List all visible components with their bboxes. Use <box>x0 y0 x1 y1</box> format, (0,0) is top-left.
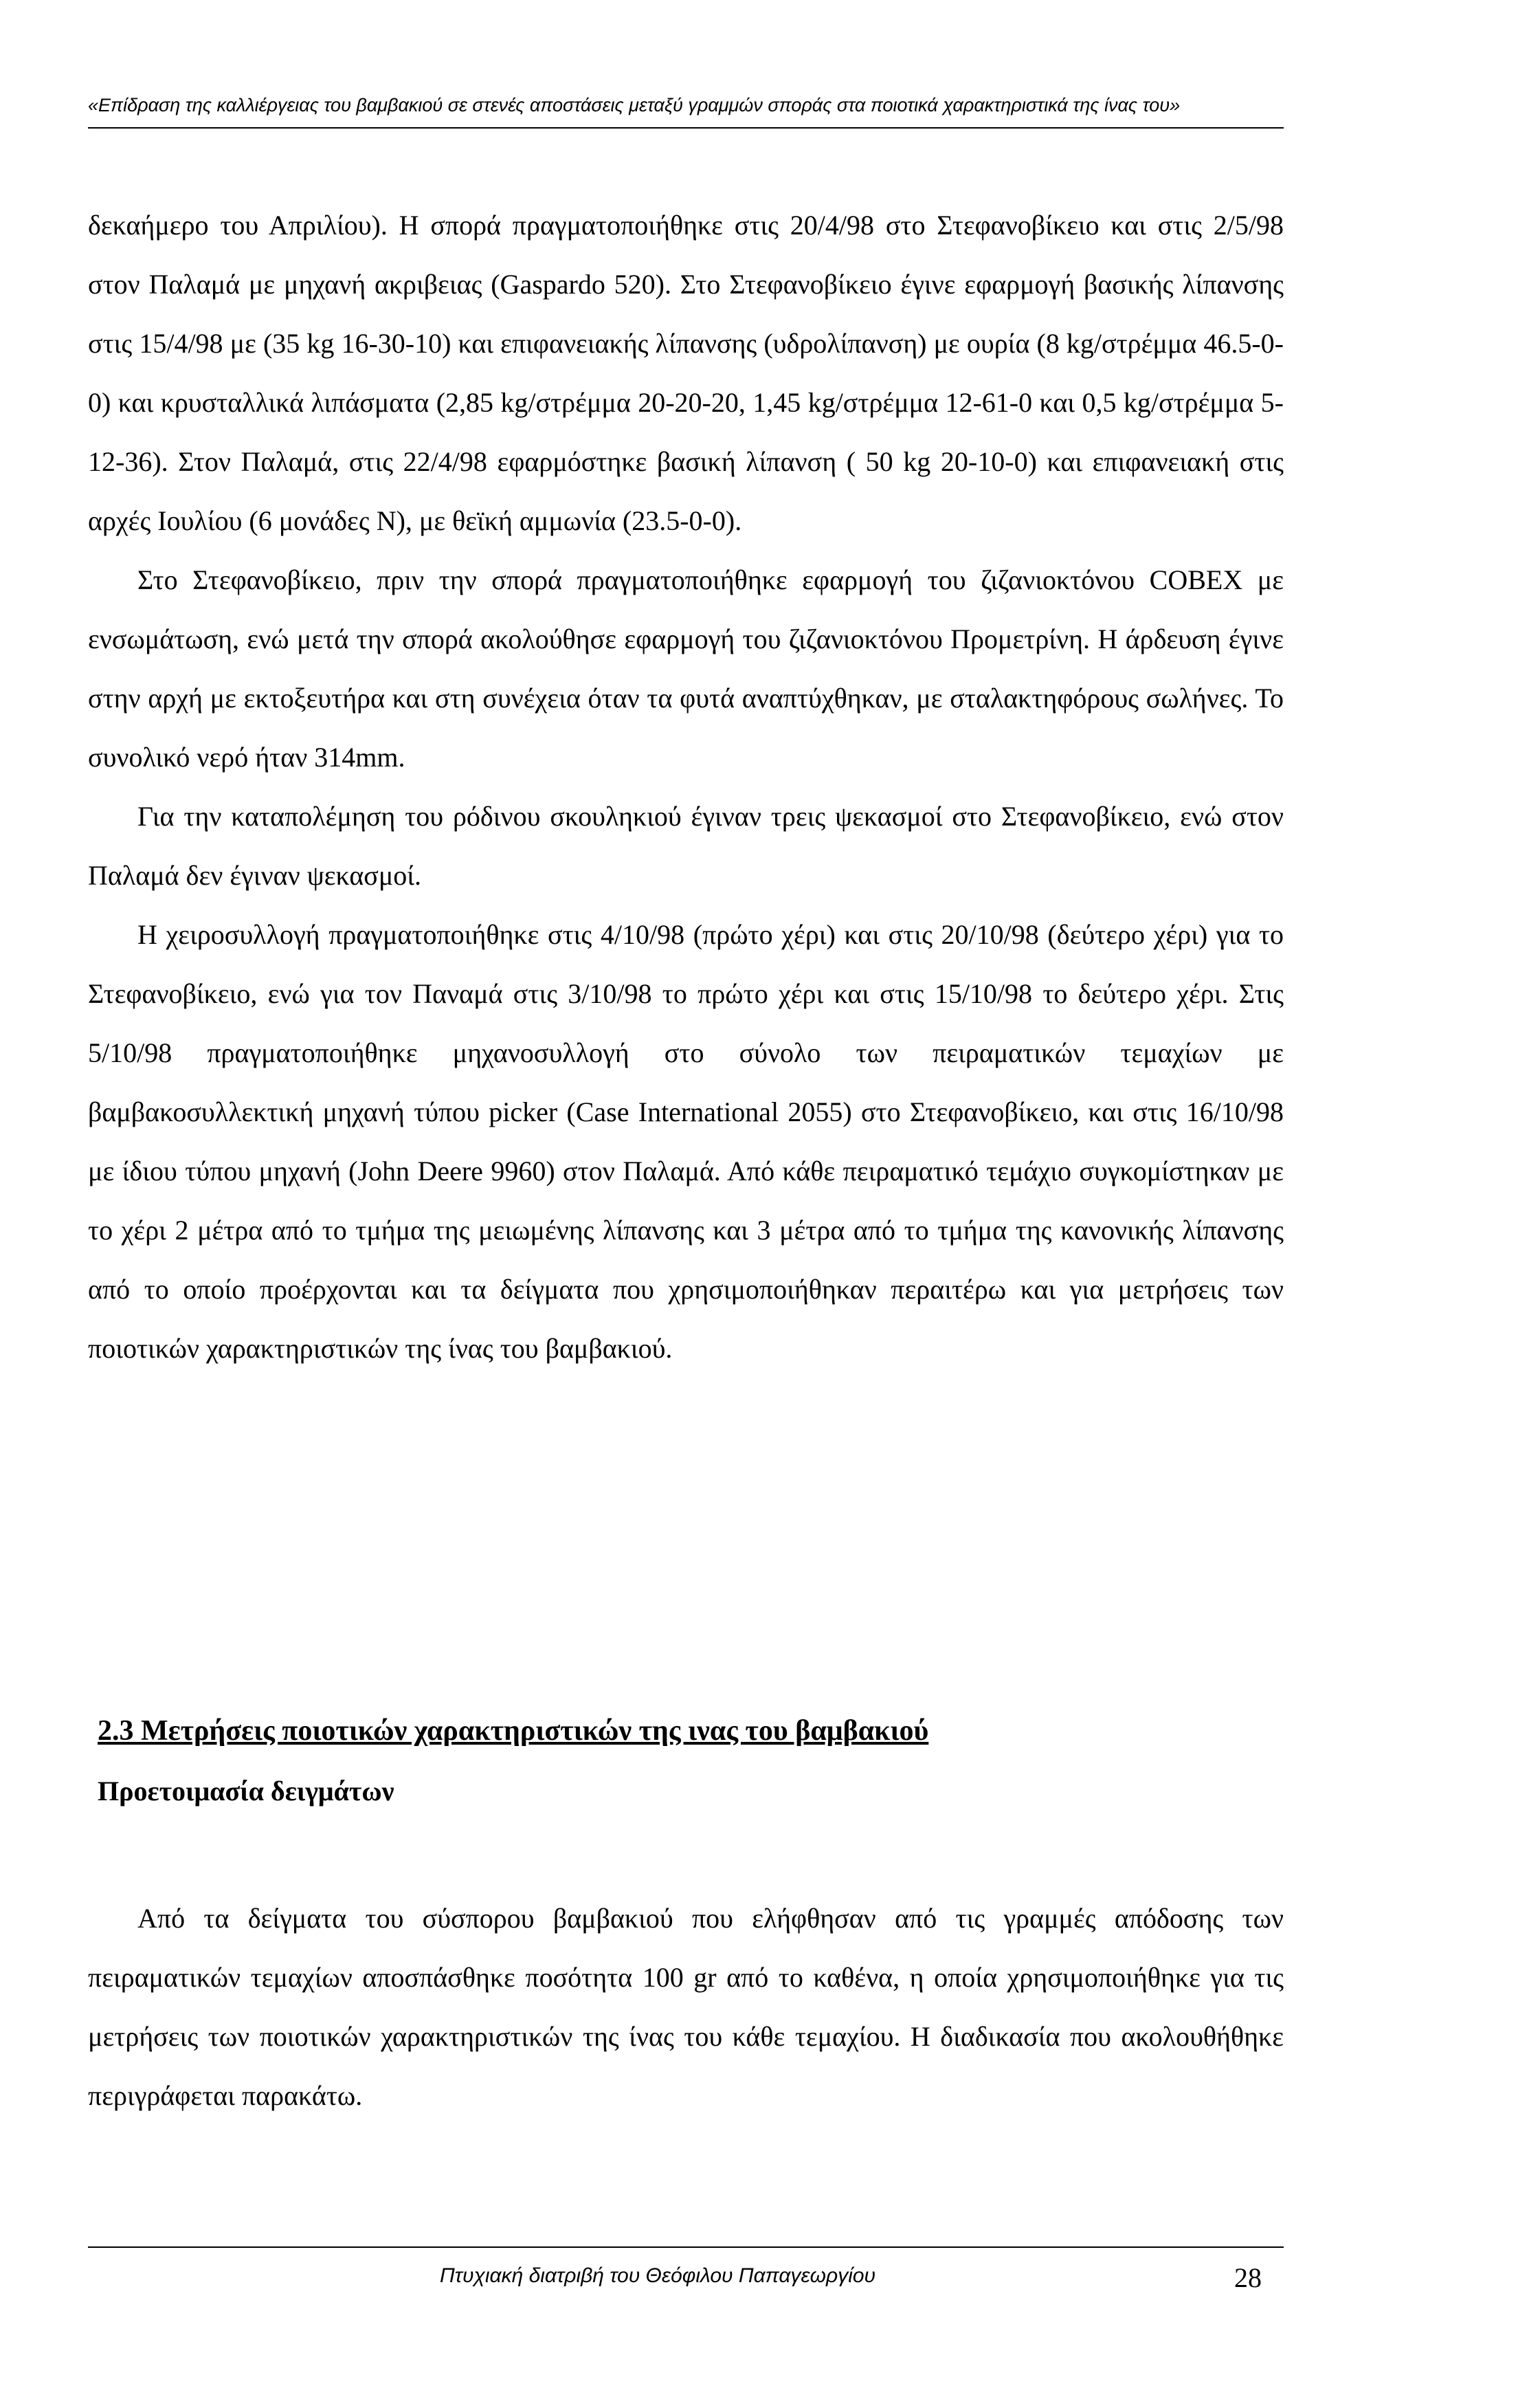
paragraph-harvest: Η χειροσυλλογή πραγματοποιήθηκε στις 4/10/98 (πρώτο χέρι) και στις 20/10/98 (δεύτερο χέρι) για το Στεφανοβίκειο, ενώ για τον Παναμά στις 3/10/98 το πρώτο χέρι και στις 15/10/98 το δεύτερο χέρι. Στις 5/10/98 πραγματοποιήθηκε μηχανοσυλλογή στο σύνολο των πειραματικών τεμαχίων με βαμβακοσυλλεκτική μηχανή τύπου picker (Case International 2055) στο Στεφανοβίκειο, και στις 16/10/98 με ίδιου τύπου μηχανή (John Deere 9960) στον Παλαμά. Από κάθε πειραματικό τεμάχιο συγκομίστηκαν με το χέρι 2 μέτρα από το τμήμα της μειωμένης λίπανσης και 3 μέτρα από το τμήμα της κανονικής λίπανσης από το οποίο προέρχονται και τα δείγματα που χρησιμοποιήθηκαν περαιτέρω και για μετρήσεις των ποιοτικών χαρακτηριστικών της ίνας του βαμβακιού. <box>88 919 1284 1364</box>
paragraph-sample-preparation: Από τα δείγματα του σύσπορου βαμβακιού που ελήφθησαν από τις γραμμές απόδοσης των πειραματικών τεμαχίων αποσπάσθηκε ποσότητα 100 gr από το καθένα, η οποία χρησιμοποιήθηκε για τις μετρήσεις των ποιοτικών χαρακτηριστικών της ίνας του κάθε τεμαχίου. Η διαδικασία που ακολουθήθηκε περιγράφεται παρακάτω. <box>88 1903 1284 2111</box>
paragraph-spraying: Για την καταπολέμηση του ρόδινου σκουληκιού έγιναν τρεις ψεκασμοί στο Στεφανοβίκειο, ενώ στον Παλαμά δεν έγιναν ψεκασμοί. <box>88 801 1284 891</box>
footer-divider <box>88 2246 1284 2248</box>
section-body-text <box>88 1889 1284 2125</box>
body-text <box>88 196 1284 1378</box>
running-header: «Επίδραση της καλλιέργειας του βαμβακιού σε στενές αποστάσεις μεταξύ γραμμών σποράς στα ποιοτικά χαρακτηριστικά της ίνας του» <box>88 95 1181 115</box>
subsection-heading: Προετοιμασία δειγμάτων <box>98 1776 394 1807</box>
paragraph-fertilization: δεκαήμερο του Απριλίου). Η σπορά πραγματοποιήθηκε στις 20/4/98 στο Στεφανοβίκειο και στις 2/5/98 στον Παλαμά με μηχανή ακριβειας (Gaspardo 520). Στο Στεφανοβίκειο έγινε εφαρμογή βασικής λίπανσης στις 15/4/98 με (35 kg 16-30-10) και επιφανειακής λίπανσης (υδρολίπανση) με ουρία (8 kg/στρέμμα 46.5-0-0) και κρυσταλλικά λιπάσματα (2,85 kg/στρέμμα 20-20-20, 1,45 kg/στρέμμα 12-61-0 και 0,5 kg/στρέμμα 5-12-36). Στον Παλαμά, στις 22/4/98 εφαρμόστηκε βασική λίπανση ( 50 kg 20-10-0) και επιφανειακή στις αρχές Ιουλίου (6 μονάδες Ν), με θεϊκή αμμωνία (23.5-0-0). <box>88 210 1284 536</box>
header-divider <box>88 127 1284 129</box>
section-heading: 2.3 Μετρήσεις ποιοτικών χαρακτηριστικών της ινας του βαμβακιού <box>98 1715 929 1747</box>
paragraph-herbicide-irrigation: Στο Στεφανοβίκειο, πριν την σπορά πραγματοποιήθηκε εφαρμογή του ζιζανιοκτόνου COBEX με ενσωμάτωση, ενώ μετά την σπορά ακολούθησε εφαρμογή του ζιζανιοκτόνου Προμετρίνη. Η άρδευση έγινε στην αρχή με εκτοξευτήρα και στη συνέχεια όταν τα φυτά αναπτύχθηκαν, με σταλακτηφόρους σωλήνες. Το συνολικό νερό ήταν 314mm. <box>88 564 1284 773</box>
page-number: 28 <box>1234 2262 1262 2293</box>
footer-text: Πτυχιακή διατριβή του Θεόφιλου Παπαγεωργίου <box>440 2264 876 2287</box>
